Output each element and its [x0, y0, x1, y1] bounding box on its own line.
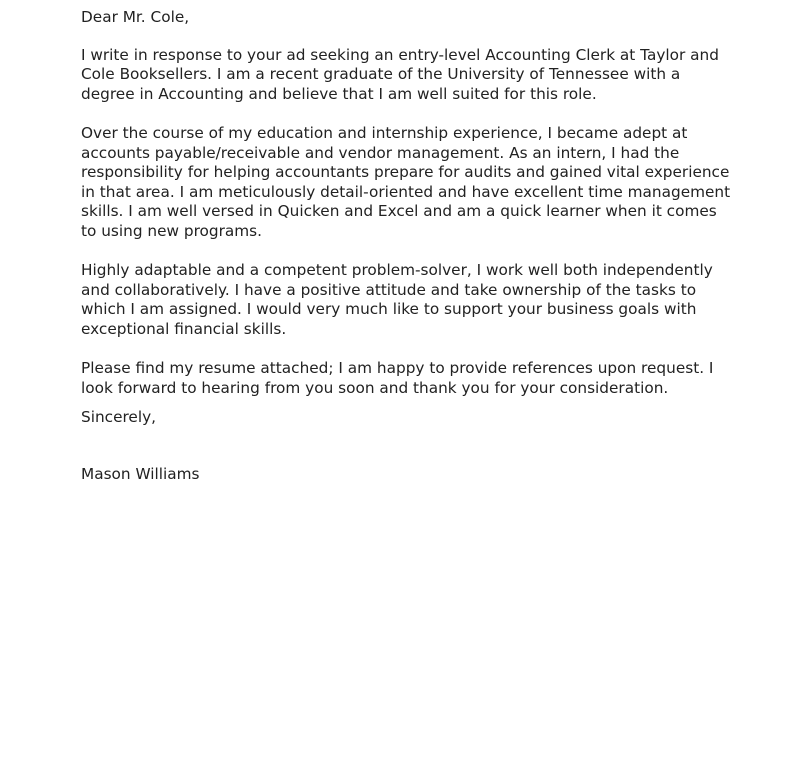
cropped-header-text [81, 0, 231, 2]
paragraph-experience: Over the course of my education and internship experience, I became adept at accounts payable/receivable and vendor management. As an intern, I had the responsibility for helping accountants prepare for audits and gained vital experience in that area. I am meticulously detail-oriented and have excellent time management skills. I am well versed in Quicken and Excel and am a quick learner when it comes to using new programs. [81, 123, 731, 240]
signature-name: Mason Williams [81, 465, 200, 483]
paragraph-introduction: I write in response to your ad seeking an entry-level Accounting Clerk at Taylor and Cole Booksellers. I am a recent graduate of the University of Tennessee with a degree in Accounting and believe that I am well suited for this role. [81, 45, 719, 103]
salutation: Dear Mr. Cole, [81, 8, 190, 26]
paragraph-qualities: Highly adaptable and a competent problem-solver, I work well both independently and collaboratively. I have a positive attitude and take ownership of the tasks to which I am assigned. I would very much like to support your business goals with exceptional financial skills. [81, 261, 713, 338]
paragraph-closing-request: Please find my resume attached; I am happy to provide references upon request. I look forward to hearing from you soon and thank you for your consideration. [81, 359, 714, 397]
letter-body [81, 8, 731, 427]
closing: Sincerely, [81, 407, 157, 426]
